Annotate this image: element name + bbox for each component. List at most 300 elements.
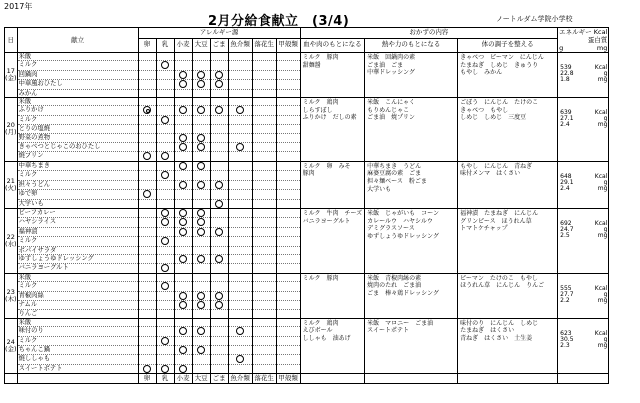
allergen-header: ごま <box>210 39 228 53</box>
allergen-cell <box>210 98 228 106</box>
allergen-cell <box>156 133 174 142</box>
nutrition-value: 30.5 <box>560 335 574 343</box>
allergen-cell <box>228 180 252 189</box>
allergen-cell <box>228 133 252 142</box>
ingredient-line: もやし にんじん 青ねぎ <box>460 162 533 170</box>
allergen-footer: 大豆 <box>192 374 210 384</box>
ingredient-line: ふりかけ だしの素 <box>302 114 357 122</box>
allergen-cell <box>276 89 300 97</box>
nutrition-unit: g <box>603 290 608 298</box>
menu-header: 献立 <box>17 28 138 53</box>
allergen-cell <box>174 227 192 236</box>
day-cell <box>5 98 18 162</box>
allergen-cell <box>174 143 192 152</box>
allergen-cell <box>174 273 192 281</box>
nutrition-fat <box>560 122 607 128</box>
allergen-cell <box>228 336 252 345</box>
allergen-cell <box>252 70 276 79</box>
circle-mark-icon <box>236 143 244 151</box>
allergen-cell <box>228 80 252 89</box>
nutrition-cell <box>558 273 609 318</box>
circle-mark-icon <box>179 301 187 309</box>
day-weekday: (金) <box>5 74 17 83</box>
day-cell <box>5 161 18 208</box>
allergen-cell <box>192 346 210 355</box>
menu-item: 中華風おひたし <box>17 80 138 89</box>
ingredient-line: 味付メンマ はくさい <box>460 170 521 178</box>
menu-item: みかん <box>17 89 138 97</box>
ingredient-line: 大学いも <box>367 185 392 193</box>
allergen-cell <box>174 171 192 180</box>
allergen-cell <box>156 227 174 236</box>
allergen-cell <box>276 254 300 263</box>
allergen-cell <box>138 300 156 309</box>
allergen-cell <box>228 143 252 152</box>
allergen-cell <box>138 291 156 300</box>
allergen-header: 落花生 <box>252 39 276 53</box>
yellow-group-cell <box>365 53 458 98</box>
allergen-cell <box>156 61 174 70</box>
allergen-cell <box>138 208 156 217</box>
nutrition-value: 2.3 <box>560 342 570 350</box>
ingredient-line: デミグラスソース <box>367 225 415 233</box>
nutrition-value: 2.4 <box>560 121 570 129</box>
allergen-cell <box>210 125 228 133</box>
allergen-cell <box>276 291 300 300</box>
circle-mark-icon <box>197 327 205 335</box>
allergen-cell <box>276 355 300 364</box>
menu-item: スイートポテト <box>17 364 138 373</box>
circle-mark-icon <box>179 228 187 236</box>
allergen-cell <box>156 282 174 291</box>
menu-item: ふりかけ <box>17 106 138 115</box>
allergen-cell <box>276 152 300 161</box>
allergen-cell <box>192 310 210 318</box>
allergen-cell <box>210 282 228 291</box>
ingredient-line: 担々麺ベース 粉ごま <box>367 178 427 186</box>
allergen-cell <box>174 161 192 170</box>
nutrition-value: 27.7 <box>560 290 574 298</box>
ingredient-line: ししゃも 油あげ <box>302 334 351 342</box>
allergen-cell <box>276 53 300 61</box>
allergen-cell <box>138 53 156 61</box>
circle-mark-icon <box>179 255 187 263</box>
allergen-cell <box>174 190 192 199</box>
circle-mark-icon <box>236 106 244 114</box>
menu-item: ミルク <box>17 61 138 70</box>
ingredient-line: 米飯 回鍋肉の素 <box>367 54 416 61</box>
allergen-cell <box>138 218 156 227</box>
allergen-cell <box>276 227 300 236</box>
allergen-cell <box>174 282 192 291</box>
allergen-footer: 小麦 <box>174 374 192 384</box>
circle-mark-icon <box>179 71 187 79</box>
allergen-cell <box>138 273 156 281</box>
red-group-cell <box>300 273 365 318</box>
allergen-cell <box>192 264 210 273</box>
allergen-cell <box>192 273 210 281</box>
circle-mark-icon <box>143 365 151 373</box>
allergen-cell <box>174 133 192 142</box>
nutrition-fat <box>560 77 607 83</box>
menu-item: 米飯 <box>17 53 138 61</box>
allergen-cell <box>192 327 210 336</box>
allergen-cell <box>174 264 192 273</box>
red-group-cell <box>300 53 365 98</box>
nutrition-unit: mg <box>597 76 608 84</box>
allergen-cell <box>252 300 276 309</box>
allergen-cell <box>252 80 276 89</box>
allergen-cell <box>192 143 210 152</box>
red-group-cell <box>300 208 365 273</box>
circle-mark-icon <box>236 355 244 363</box>
menu-item: りんご <box>17 310 138 318</box>
day-weekday: (月) <box>5 128 17 137</box>
allergen-cell <box>276 70 300 79</box>
nutrition-unit: mg <box>597 185 608 193</box>
yellow-group-cell <box>365 318 458 373</box>
allergen-cell <box>156 291 174 300</box>
allergen-cell <box>138 89 156 97</box>
ingredient-line: ゆずしょうゆドレッシング <box>367 232 439 240</box>
allergen-cell <box>276 336 300 345</box>
allergen-cell <box>252 133 276 142</box>
allergy-header: アレルギー源 <box>138 28 300 39</box>
nutrition-unit: g <box>603 335 608 343</box>
allergen-cell <box>156 300 174 309</box>
menu-item: 福神漬 <box>17 227 138 236</box>
circle-mark-icon <box>161 152 169 160</box>
circle-mark-icon <box>179 292 187 300</box>
allergen-cell <box>192 70 210 79</box>
allergen-cell <box>156 199 174 208</box>
nutrition-value: 2.4 <box>560 185 570 193</box>
allergen-cell <box>174 53 192 61</box>
nutrition-value: 1.8 <box>560 76 570 84</box>
circle-mark-icon <box>215 228 223 236</box>
ingredient-line: きゃべつ もやし <box>460 106 509 114</box>
day-date: 22 <box>6 232 15 241</box>
allergen-cell <box>156 364 174 373</box>
nutrition-value: 692 <box>560 219 572 227</box>
allergen-cell <box>192 152 210 161</box>
allergen-cell <box>228 218 252 227</box>
allergen-cell <box>228 246 252 254</box>
ingredient-line: ピーマン たけのこ もやし <box>460 274 538 282</box>
menu-item: 米飯 <box>17 273 138 281</box>
allergen-cell <box>252 346 276 355</box>
nutrition-header: エネルギー Kcal 蛋白質 g mg <box>559 28 608 52</box>
allergen-cell <box>192 53 210 61</box>
menu-row <box>5 273 609 281</box>
ingredient-line: たまねぎ しめじ きゅうり <box>460 61 539 69</box>
circle-mark-icon <box>179 209 187 217</box>
circle-mark-icon <box>179 327 187 335</box>
allergen-cell <box>174 208 192 217</box>
allergen-cell <box>210 254 228 263</box>
menu-item: ゆずしょうゆドレッシング <box>17 254 138 263</box>
allergen-cell <box>192 227 210 236</box>
allergen-cell <box>156 336 174 345</box>
ingredient-line: バニラヨーグルト <box>302 217 351 225</box>
allergen-cell <box>174 355 192 364</box>
menu-table <box>4 27 609 384</box>
ingredient-line: スイートポテト <box>367 327 410 335</box>
allergen-cell <box>156 80 174 89</box>
allergen-cell <box>156 310 174 318</box>
allergen-cell <box>174 310 192 318</box>
allergen-cell <box>252 98 276 106</box>
allergen-cell <box>210 152 228 161</box>
circle-mark-icon <box>215 255 223 263</box>
allergen-cell <box>210 264 228 273</box>
allergen-cell <box>192 98 210 106</box>
nutrition-unit: Kcal <box>594 284 608 292</box>
ingredient-line: ごま 棒々鶏ドレッシング <box>367 289 439 297</box>
allergen-cell <box>174 115 192 124</box>
allergen-cell <box>276 310 300 318</box>
ingredient-line: ミルク 牛肉 チーズ <box>302 209 363 217</box>
allergen-cell <box>174 89 192 97</box>
nutrition-value: 2.5 <box>560 232 570 240</box>
allergen-cell <box>228 70 252 79</box>
allergen-cell <box>252 115 276 124</box>
allergen-cell <box>192 89 210 97</box>
allergen-cell <box>192 355 210 364</box>
circle-mark-icon <box>179 181 187 189</box>
circle-mark-icon <box>236 327 244 335</box>
circle-mark-icon <box>197 292 205 300</box>
allergen-cell <box>228 89 252 97</box>
allergen-cell <box>252 355 276 364</box>
menu-item: とりの塩焼 <box>17 125 138 133</box>
day-date: 24 <box>6 338 15 346</box>
ingredient-line: ミルク 豚肉 <box>302 274 339 282</box>
allergen-footer: ごま <box>210 374 228 384</box>
allergen-cell <box>138 318 156 326</box>
allergen-cell <box>210 336 228 345</box>
nutrition-value: 623 <box>560 329 572 337</box>
allergen-cell <box>192 115 210 124</box>
allergen-cell <box>138 106 156 115</box>
allergen-cell <box>210 61 228 70</box>
allergen-cell <box>252 246 276 254</box>
allergen-cell <box>174 346 192 355</box>
ingredient-line: 米飯 こんにゃく <box>367 99 416 107</box>
nutrition-cell <box>558 318 609 373</box>
ingredient-line: ほうれん草 にんじん りんご <box>460 282 545 290</box>
allergen-cell <box>192 190 210 199</box>
allergen-cell <box>192 282 210 291</box>
allergen-cell <box>228 106 252 115</box>
day-date: 21 <box>6 176 15 185</box>
allergen-cell <box>210 227 228 236</box>
allergen-cell <box>252 364 276 373</box>
allergen-cell <box>156 115 174 124</box>
day-date: 20 <box>6 121 15 130</box>
allergen-cell <box>138 227 156 236</box>
allergen-cell <box>252 53 276 61</box>
allergen-cell <box>138 115 156 124</box>
allergen-cell <box>156 246 174 254</box>
allergen-cell <box>156 318 174 326</box>
allergen-cell <box>228 61 252 70</box>
allergen-cell <box>138 98 156 106</box>
allergen-cell <box>192 237 210 246</box>
allergen-cell <box>210 327 228 336</box>
circle-mark-icon <box>161 365 169 373</box>
allergen-cell <box>228 125 252 133</box>
allergen-cell <box>210 310 228 318</box>
allergen-header: 卵 <box>138 39 156 53</box>
allergen-cell <box>156 355 174 364</box>
circle-mark-icon <box>179 162 187 170</box>
nutrition-unit: Kcal <box>594 64 608 71</box>
menu-row <box>5 208 609 217</box>
allergen-cell <box>138 171 156 180</box>
allergen-cell <box>174 327 192 336</box>
allergen-cell <box>138 336 156 345</box>
allergen-cell <box>174 98 192 106</box>
allergen-cell <box>192 133 210 142</box>
allergen-cell <box>210 355 228 364</box>
nutrition-unit: mg <box>597 297 608 305</box>
allergen-cell <box>210 115 228 124</box>
yellow-group-cell <box>365 273 458 318</box>
nutrition-value: 2.2 <box>560 297 570 305</box>
nutrition-fat <box>560 298 607 304</box>
allergen-cell <box>156 254 174 263</box>
allergen-cell <box>138 355 156 364</box>
menu-item: ちゃんこ鍋 <box>17 346 138 355</box>
allergen-cell <box>174 152 192 161</box>
day-cell <box>5 208 18 273</box>
school-name: ノートルダム学院小学校 <box>496 15 573 23</box>
red-group-cell <box>300 161 365 208</box>
nutrition-unit: g <box>603 70 608 78</box>
allergen-cell <box>174 199 192 208</box>
allergen-cell <box>276 300 300 309</box>
allergen-cell <box>276 364 300 373</box>
allergen-cell <box>138 254 156 263</box>
allergen-cell <box>138 133 156 142</box>
allergen-cell <box>252 291 276 300</box>
allergen-header: 甲殻類 <box>276 39 300 53</box>
ingredient-line: えびボール <box>302 327 333 335</box>
allergen-cell <box>210 70 228 79</box>
allergen-cell <box>210 80 228 89</box>
allergen-cell <box>228 254 252 263</box>
allergen-header: 乳 <box>156 39 174 53</box>
allergen-cell <box>138 61 156 70</box>
allergen-cell <box>138 70 156 79</box>
allergen-cell <box>192 336 210 345</box>
allergen-cell <box>276 273 300 281</box>
allergen-cell <box>138 143 156 152</box>
ingredient-line: しめじ しめじ 三度豆 <box>460 114 527 122</box>
nutrition-value: 648 <box>560 172 572 180</box>
allergen-cell <box>192 161 210 170</box>
menu-item: ミルク <box>17 115 138 124</box>
circle-mark-icon <box>215 181 223 189</box>
nutrition-cell <box>558 208 609 273</box>
circle-mark-icon <box>197 71 205 79</box>
allergen-cell <box>252 227 276 236</box>
circle-mark-icon <box>197 143 205 151</box>
allergen-cell <box>138 180 156 189</box>
allergen-cell <box>228 152 252 161</box>
menu-item: ナムル <box>17 300 138 309</box>
ingredient-line: もりめんじゃこ <box>367 106 410 114</box>
allergen-cell <box>210 143 228 152</box>
menu-item: ミルク <box>17 171 138 180</box>
allergen-cell <box>252 273 276 281</box>
allergen-cell <box>252 318 276 326</box>
allergen-cell <box>252 161 276 170</box>
allergen-cell <box>210 300 228 309</box>
nutrition-value: 29.1 <box>560 179 574 187</box>
allergen-cell <box>210 246 228 254</box>
circle-mark-icon <box>215 71 223 79</box>
day-weekday: (金) <box>5 345 17 353</box>
red-group-cell <box>300 98 365 162</box>
allergen-cell <box>228 364 252 373</box>
circle-mark-icon <box>179 134 187 142</box>
allergen-cell <box>252 254 276 263</box>
allergen-cell <box>192 180 210 189</box>
circle-mark-icon <box>179 80 187 88</box>
allergen-cell <box>276 237 300 246</box>
nutrition-value: 555 <box>560 284 572 292</box>
allergen-cell <box>192 199 210 208</box>
nutrition-value: 27.1 <box>560 115 574 123</box>
circle-mark-icon <box>215 106 223 114</box>
allergen-cell <box>156 264 174 273</box>
allergen-cell <box>210 291 228 300</box>
allergen-cell <box>156 70 174 79</box>
allergen-cell <box>156 208 174 217</box>
circle-mark-icon <box>197 209 205 217</box>
ingredient-line: ミルク 鶏肉 <box>302 319 339 327</box>
menu-item: 青椒肉絲 <box>17 291 138 300</box>
allergen-cell <box>228 282 252 291</box>
nutrition-fat <box>560 233 607 239</box>
allergen-cell <box>156 53 174 61</box>
allergen-cell <box>210 171 228 180</box>
allergen-cell <box>276 133 300 142</box>
allergen-cell <box>138 310 156 318</box>
circle-mark-icon <box>161 116 169 124</box>
allergen-cell <box>210 346 228 355</box>
allergen-footer: 甲殻類 <box>276 374 300 384</box>
allergen-cell <box>210 318 228 326</box>
circle-mark-icon <box>161 282 169 290</box>
allergen-cell <box>276 125 300 133</box>
allergen-cell <box>228 199 252 208</box>
allergen-cell <box>210 190 228 199</box>
green-group-cell <box>458 98 558 162</box>
allergen-cell <box>276 115 300 124</box>
year-label: 2017年 <box>4 2 33 11</box>
ingredient-line: ごま油 焼プリン <box>367 114 415 122</box>
allergen-cell <box>228 190 252 199</box>
allergen-cell <box>210 106 228 115</box>
allergen-cell <box>252 106 276 115</box>
allergen-cell <box>174 300 192 309</box>
menu-item: 焼プリン <box>17 152 138 161</box>
yellow-header: 熱や力のもとになる <box>365 39 458 53</box>
day-date: 23 <box>6 287 15 296</box>
